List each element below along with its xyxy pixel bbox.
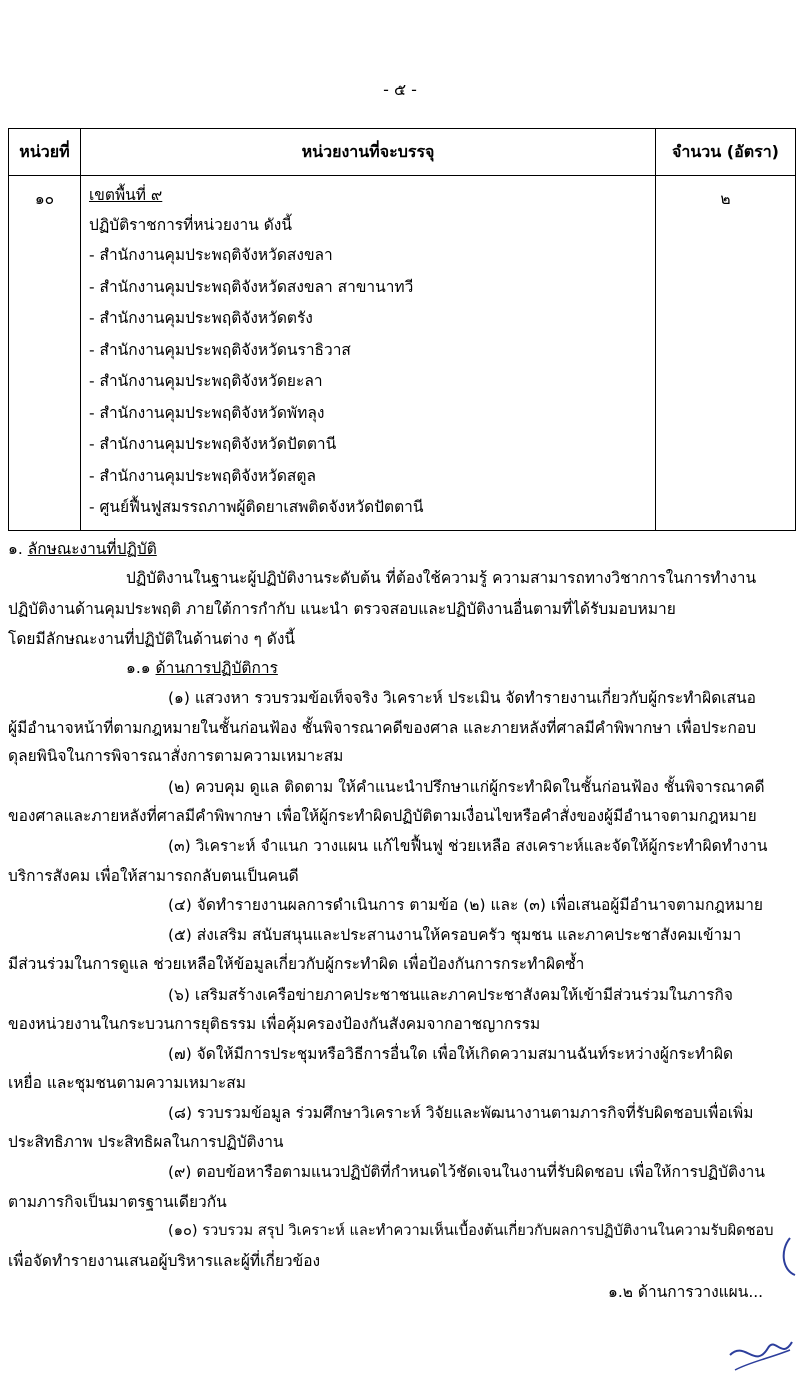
table-header-row	[9, 129, 796, 176]
section-number: ๑.	[8, 540, 23, 558]
office-item: - สำนักงานคุมประพฤติจังหวัดสตูล	[89, 466, 316, 485]
office-item: - สำนักงานคุมประพฤติจังหวัดปัตตานี	[89, 435, 337, 453]
item-line: (๑) แสวงหา รวบรวมข้อเท็จจริง วิเคราะห์ ประเมิน จัดทำรายงานเกี่ยวกับผู้กระทำผิดเสนอ	[168, 689, 756, 707]
section-heading	[8, 537, 157, 561]
office-item: - สำนักงานคุมประพฤติจังหวัดยะลา	[89, 372, 323, 390]
units-table	[8, 128, 796, 531]
item-line: (๑๐) รวบรวม สรุป วิเคราะห์ และทำความเห็นเบื้องต้นเกี่ยวกับผลการปฏิบัติงานในความรับผิดชอบ	[168, 1222, 774, 1239]
item-line: เพื่อจัดทำรายงานเสนอผู้บริหารและผู้ที่เกี่ยวข้อง	[8, 1252, 321, 1270]
item-line: ของหน่วยงานในกระบวนการยุติธรรม เพื่อคุ้มครองป้องกันสังคมจากอาชญากรรม	[8, 1015, 541, 1033]
item-line: มีส่วนร่วมในการดูแล ช่วยเหลือให้ข้อมูลเกี่ยวกับผู้กระทำผิด เพื่อป้องกันการกระทำผิดซ้ำ	[8, 955, 585, 973]
office-item: - สำนักงานคุมประพฤติจังหวัดสงขลา	[89, 246, 333, 264]
item-line: (๕) ส่งเสริม สนับสนุนและประสานงานให้ครอบครัว ชุมชน และภาคประชาสังคมเข้ามา	[168, 926, 742, 944]
item-line: (๔) จัดทำรายงานผลการดำเนินการ ตามข้อ (๒) และ (๓) เพื่อเสนอผู้มีอำนาจตามกฎหมาย	[168, 896, 763, 914]
office-intro: ปฏิบัติราชการที่หน่วยงาน ดังนี้	[89, 216, 292, 234]
signature-mark	[720, 1230, 800, 1380]
intro-line: โดยมีลักษณะงานที่ปฏิบัติในด้านต่าง ๆ ดังนี้	[8, 630, 296, 648]
table-row	[9, 176, 796, 531]
office-list	[81, 176, 656, 531]
item-line: ประสิทธิภาพ ประสิทธิผลในการปฏิบัติงาน	[8, 1133, 284, 1151]
intro-line: ปฏิบัติงานด้านคุมประพฤติ ภายใต้การกำกับ แนะนำ ตรวจสอบและปฏิบัติงานอื่นตามที่ได้รับมอบหมาย	[8, 600, 676, 618]
office-item: - สำนักงานคุมประพฤติจังหวัดพัทลุง	[89, 403, 325, 422]
intro-line: ปฏิบัติงานในฐานะผู้ปฏิบัติงานระดับต้น ที่ต้องใช้ความรู้ ความสามารถทางวิชาการในการทำงาน	[126, 569, 757, 587]
item-line: บริการสังคม เพื่อให้สามารถกลับตนเป็นคนดี	[8, 867, 299, 885]
subsection-title: ด้านการปฏิบัติการ	[155, 659, 278, 677]
office-item: - สำนักงานคุมประพฤติจังหวัดสงขลา สาขานาทวี	[89, 277, 414, 296]
item-line: ของศาลและภายหลังที่ศาลมีคำพิพากษา เพื่อให้ผู้กระทำผิดปฏิบัติตามเงื่อนไขหรือคำสั่งของผู้มีอำนาจตามกฎหมาย	[8, 807, 757, 825]
item-line: (๙) ตอบข้อหารือตามแนวปฏิบัติที่กำหนดไว้ชัดเจนในงานที่รับผิดชอบ เพื่อให้การปฏิบัติงาน	[168, 1163, 765, 1181]
header-office: หน่วยงานที่จะบรรจุ	[81, 129, 656, 176]
item-line: ตามภารกิจเป็นมาตรฐานเดียวกัน	[8, 1193, 227, 1211]
office-item: - สำนักงานคุมประพฤติจังหวัดตรัง	[89, 309, 313, 327]
header-count: จำนวน (อัตรา)	[656, 129, 796, 176]
item-line: (๒) ควบคุม ดูแล ติดตาม ให้คำแนะนำปรึกษาแก่ผู้กระทำผิดในชั้นก่อนฟ้อง ชั้นพิจารณาคดี	[168, 778, 765, 796]
zone-title: เขตพื้นที่ ๙	[89, 186, 163, 204]
item-line: (๖) เสริมสร้างเครือข่ายภาคประชาชนและภาคประชาสังคมให้เข้ามีส่วนร่วมในภารกิจ	[168, 986, 733, 1004]
office-item: - ศูนย์ฟื้นฟูสมรรถภาพผู้ติดยาเสพติดจังหวัดปัตตานี	[89, 498, 424, 516]
subsection-number: ๑.๑	[126, 659, 151, 677]
item-line: เหยื่อ และชุมชนตามความเหมาะสม	[8, 1074, 246, 1092]
position-count: ๒	[656, 176, 796, 531]
continuation-note: ๑.๒ ด้านการวางแผน...	[608, 1283, 764, 1301]
item-line: ดุลยพินิจในการพิจารณาสั่งการตามความเหมาะสม	[8, 747, 344, 765]
item-line: (๓) วิเคราะห์ จำแนก วางแผน แก้ไขฟื้นฟู ช่วยเหลือ สงเคราะห์และจัดให้ผู้กระทำผิดทำงาน	[168, 837, 768, 855]
section-title: ลักษณะงานที่ปฏิบัติ	[27, 540, 157, 558]
item-line: (๗) จัดให้มีการประชุมหรือวิธีการอื่นใด เพื่อให้เกิดความสมานฉันท์ระหว่างผู้กระทำผิด	[168, 1045, 734, 1063]
header-unit: หน่วยที่	[9, 129, 81, 176]
item-line: ผู้มีอำนาจหน้าที่ตามกฎหมายในชั้นก่อนฟ้อง ชั้นพิจารณาคดีของศาล และภายหลังที่ศาลมีคำพิพากษา เพื่อประกอบ	[8, 719, 757, 737]
subsection-heading	[126, 656, 278, 680]
item-line: (๘) รวบรวมข้อมูล ร่วมศึกษาวิเคราะห์ วิจัยและพัฒนางานตามภารกิจที่รับผิดชอบเพื่อเพิ่ม	[168, 1104, 754, 1122]
page-number: - ๕ -	[383, 80, 417, 99]
office-item: - สำนักงานคุมประพฤติจังหวัดนราธิวาส	[89, 340, 351, 359]
unit-number: ๑๐	[9, 176, 81, 531]
